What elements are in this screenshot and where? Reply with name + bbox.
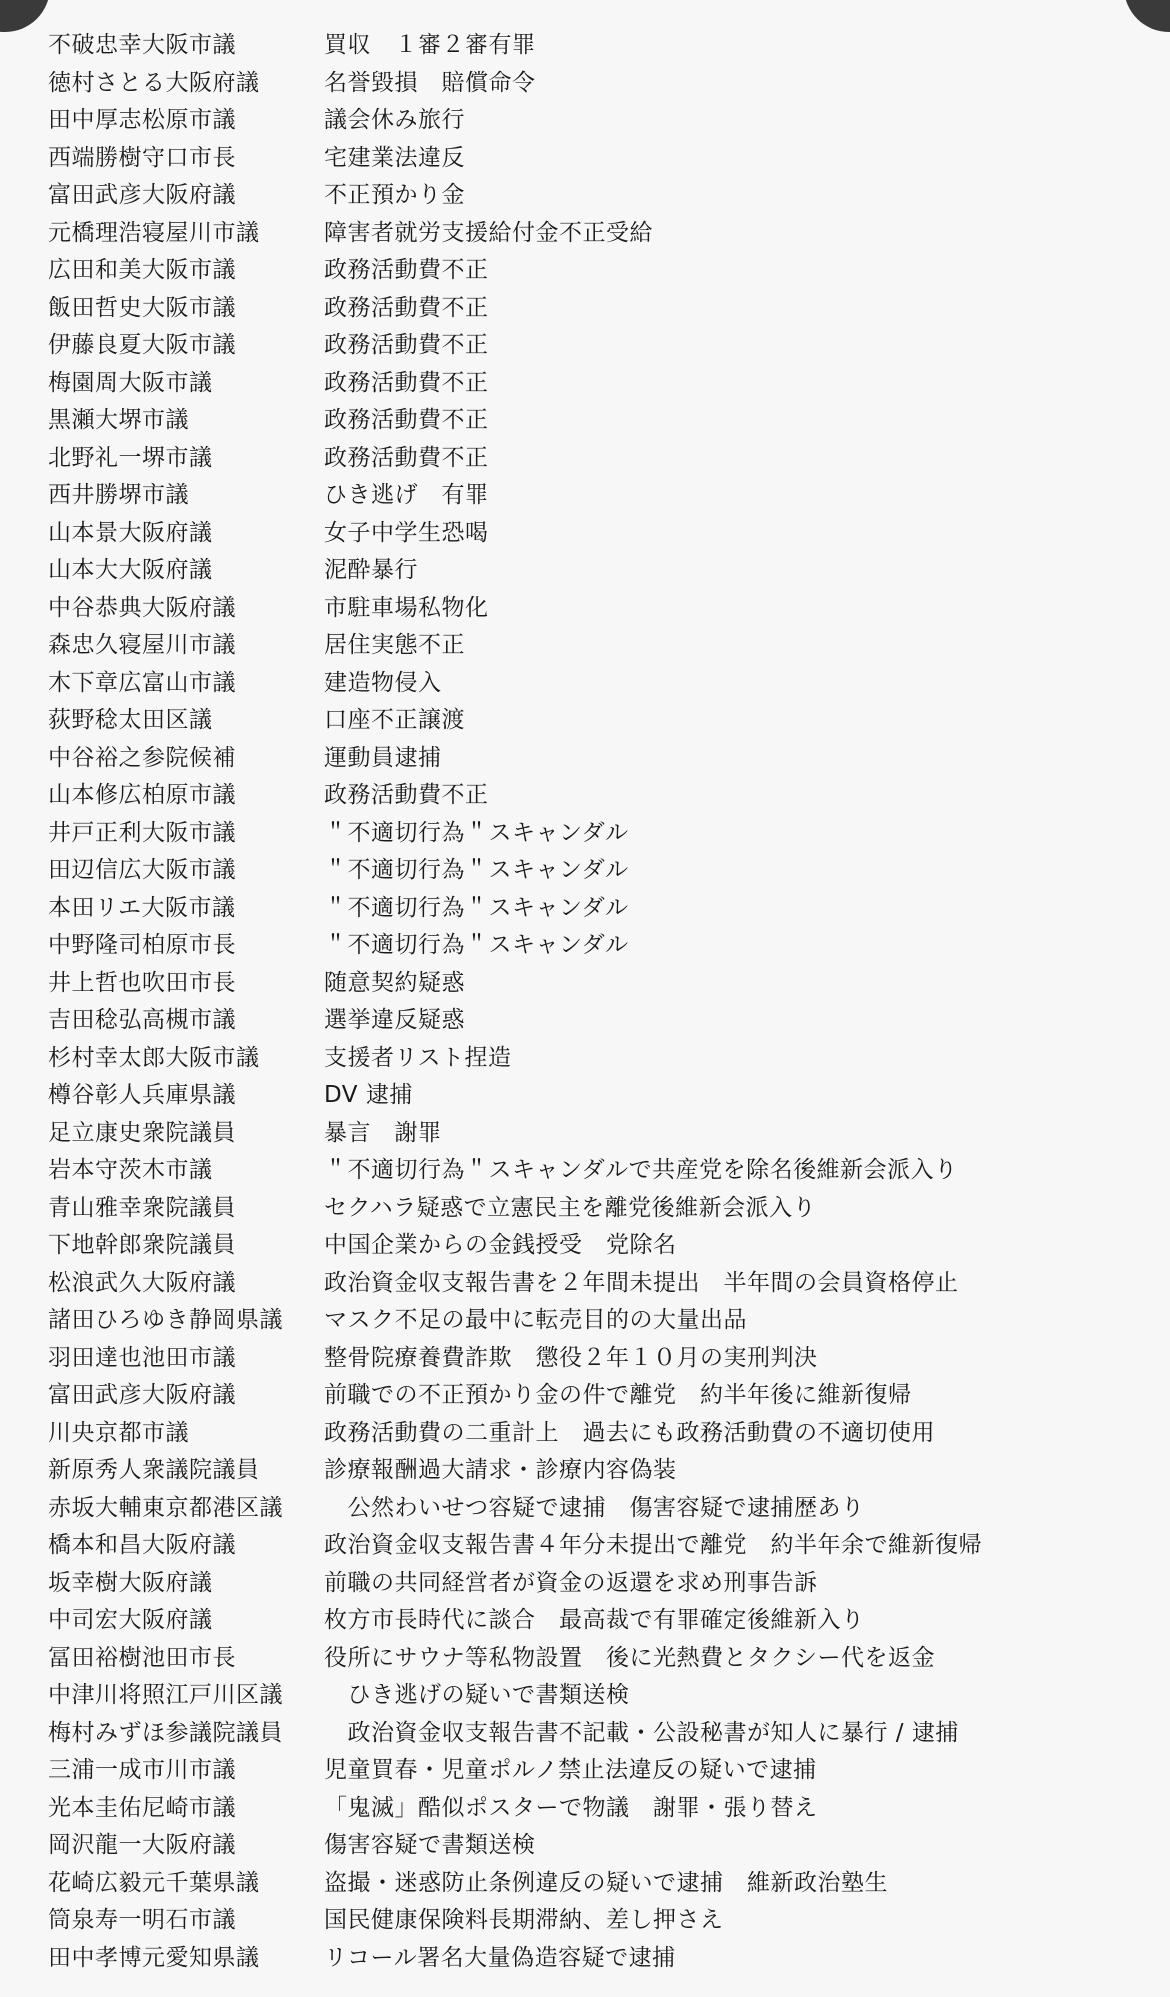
list-item xyxy=(48,587,1148,625)
offense-text: 泥酔暴行 xyxy=(324,557,418,584)
list-item xyxy=(48,474,1148,512)
offense-text: 前職での不正預かり金の件で離党 約半年後に維新復帰 xyxy=(324,1382,912,1409)
politician-name: 西井勝堺市議 xyxy=(48,482,189,509)
list-item xyxy=(48,287,1148,325)
list-item xyxy=(48,1262,1148,1300)
offense-text: 役所にサウナ等私物設置 後に光熱費とタクシー代を返金 xyxy=(324,1644,935,1671)
politician-name: 梅園周大阪市議 xyxy=(48,369,213,396)
politician-name: 黒瀬大堺市議 xyxy=(48,407,189,434)
politician-name: 青山雅幸衆院議員 xyxy=(48,1194,236,1221)
offense-text: ＂不適切行為＂スキャンダル xyxy=(324,932,629,959)
offense-text: 随意契約疑惑 xyxy=(324,969,465,996)
politician-name: 三浦一成市川市議 xyxy=(48,1757,236,1784)
offense-text: 政務活動費不正 xyxy=(324,444,489,471)
offense-text: 不正預かり金 xyxy=(324,182,465,209)
politician-name: 下地幹郎衆院議員 xyxy=(48,1232,236,1259)
politician-name: 赤坂大輔東京都港区議 xyxy=(48,1494,283,1521)
list-item xyxy=(48,662,1148,700)
list-item xyxy=(48,362,1148,400)
offense-text: 政務活動費不正 xyxy=(324,369,489,396)
offense-text: 市駐車場私物化 xyxy=(324,594,489,621)
politician-name: 西端勝樹守口市長 xyxy=(48,144,236,171)
list-item xyxy=(48,549,1148,587)
politician-name: 田中孝博元愛知県議 xyxy=(48,1944,260,1971)
offense-text: リコール署名大量偽造容疑で逮捕 xyxy=(324,1944,676,1971)
offense-text: 中国企業からの金銭授受 党除名 xyxy=(324,1232,677,1259)
offense-text: 整骨院療養費詐欺 懲役２年１０月の実刑判決 xyxy=(324,1344,818,1371)
offense-text: ＂不適切行為＂スキャンダル xyxy=(324,819,629,846)
offense-text: 公然わいせつ容疑で逮捕 傷害容疑で逮捕歴あり xyxy=(324,1494,865,1521)
politician-name: 橋本和昌大阪府議 xyxy=(48,1532,236,1559)
offense-text: ＂不適切行為＂スキャンダル xyxy=(324,857,629,884)
offense-text: 支援者リスト捏造 xyxy=(324,1044,512,1071)
list-item xyxy=(48,1824,1148,1862)
offense-text: 政務活動費の二重計上 過去にも政務活動費の不適切使用 xyxy=(324,1419,935,1446)
politician-name: 不破忠幸大阪市議 xyxy=(48,32,236,59)
list-item xyxy=(48,1599,1148,1637)
offense-text: 居住実態不正 xyxy=(324,632,465,659)
politician-name: 松浪武久大阪府議 xyxy=(48,1269,236,1296)
politician-name: 荻野稔太田区議 xyxy=(48,707,213,734)
politician-name: 冨田裕樹池田市長 xyxy=(48,1644,236,1671)
politician-name: 梅村みずほ参議院議員 xyxy=(48,1719,283,1746)
politician-name: 新原秀人衆議院議員 xyxy=(48,1457,260,1484)
politician-name: 諸田ひろゆき静岡県議 xyxy=(48,1307,283,1334)
offense-text: ひき逃げの疑いで書類送検 xyxy=(324,1682,630,1709)
politician-name: 富田武彦大阪府議 xyxy=(48,1382,236,1409)
offense-text: 政治資金収支報告書４年分未提出で離党 約半年余で維新復帰 xyxy=(324,1532,982,1559)
offense-text: 政務活動費不正 xyxy=(324,294,489,321)
list-item xyxy=(48,1299,1148,1337)
politician-name: 井戸正利大阪市議 xyxy=(48,819,236,846)
list-item xyxy=(48,1524,1148,1562)
politician-name: 筒泉寿一明石市議 xyxy=(48,1907,236,1934)
politician-name: 坂幸樹大阪府議 xyxy=(48,1569,213,1596)
offense-text: 名誉毀損 賠償命令 xyxy=(324,69,536,96)
list-item xyxy=(48,1037,1148,1075)
politician-name: 中司宏大阪府議 xyxy=(48,1607,213,1634)
offense-text: 政務活動費不正 xyxy=(324,782,489,809)
politician-name: 杉村幸太郎大阪市議 xyxy=(48,1044,260,1071)
list-item xyxy=(48,174,1148,212)
politician-name: 山本景大阪府議 xyxy=(48,519,213,546)
politician-name: 北野礼一堺市議 xyxy=(48,444,213,471)
politician-name: 山本大大阪府議 xyxy=(48,557,213,584)
list-item xyxy=(48,1224,1148,1262)
offense-text: 障害者就労支援給付金不正受給 xyxy=(324,219,653,246)
offense-text: ＂不適切行為＂スキャンダル xyxy=(324,894,629,921)
offense-text: 盗撮・迷惑防止条例違反の疑いで逮捕 維新政治塾生 xyxy=(324,1869,888,1896)
offense-text: 宅建業法違反 xyxy=(324,144,465,171)
list-item xyxy=(48,774,1148,812)
list-item xyxy=(48,924,1148,962)
offense-text: 買収 １審２審有罪 xyxy=(324,32,536,59)
list-item xyxy=(48,212,1148,250)
politician-name: 山本修広柏原市議 xyxy=(48,782,236,809)
list-item xyxy=(48,249,1148,287)
list-item xyxy=(48,99,1148,137)
offense-text: マスク不足の最中に転売目的の大量出品 xyxy=(324,1307,747,1334)
list-item xyxy=(48,962,1148,1000)
list-item xyxy=(48,137,1148,175)
politician-name: 森忠久寝屋川市議 xyxy=(48,632,236,659)
offense-text: 児童買春・児童ポルノ禁止法違反の疑いで逮捕 xyxy=(324,1757,817,1784)
offense-text: 政務活動費不正 xyxy=(324,257,489,284)
list-item xyxy=(48,737,1148,775)
offense-text: 「鬼滅」酷似ポスターで物議 謝罪・張り替え xyxy=(324,1794,818,1821)
politician-name: 徳村さとる大阪府議 xyxy=(48,69,260,96)
offense-text: 女子中学生恐喝 xyxy=(324,519,489,546)
offense-text: 国民健康保険料長期滞納、差し押さえ xyxy=(324,1907,724,1934)
politician-name: 光本圭佑尼崎市議 xyxy=(48,1794,236,1821)
list-item xyxy=(48,24,1148,62)
politician-name: 中野隆司柏原市長 xyxy=(48,932,236,959)
list-item xyxy=(48,887,1148,925)
politician-name: 田中厚志松原市議 xyxy=(48,107,236,134)
politician-name: 岩本守茨木市議 xyxy=(48,1157,213,1184)
list-item xyxy=(48,1112,1148,1150)
offense-text: 政治資金収支報告書不記載・公設秘書が知人に暴行 / 逮捕 xyxy=(324,1719,959,1746)
offense-text: ひき逃げ 有罪 xyxy=(324,482,489,509)
offense-text: 政務活動費不正 xyxy=(324,407,489,434)
offense-text: ＂不適切行為＂スキャンダルで共産党を除名後維新会派入り xyxy=(324,1157,958,1184)
politician-name: 花崎広毅元千葉県議 xyxy=(48,1869,260,1896)
list-item xyxy=(48,1374,1148,1412)
politician-name: 富田武彦大阪府議 xyxy=(48,182,236,209)
offense-text: 政治資金収支報告書を２年間未提出 半年間の会員資格停止 xyxy=(324,1269,959,1296)
politician-name: 川央京都市議 xyxy=(48,1419,189,1446)
offense-text: 診療報酬過大請求・診療内容偽装 xyxy=(324,1457,677,1484)
offense-text: 運動員逮捕 xyxy=(324,744,442,771)
list-item xyxy=(48,849,1148,887)
offense-text: 政務活動費不正 xyxy=(324,332,489,359)
politician-name: 足立康史衆院議員 xyxy=(48,1119,236,1146)
list-item xyxy=(48,1674,1148,1712)
list-item xyxy=(48,1937,1148,1975)
list-item xyxy=(48,699,1148,737)
list-item xyxy=(48,1074,1148,1112)
list-item xyxy=(48,1562,1148,1600)
list-item xyxy=(48,1637,1148,1675)
politician-name: 中津川将照江戸川区議 xyxy=(48,1682,283,1709)
list-item xyxy=(48,1899,1148,1937)
offense-text: 暴言 謝罪 xyxy=(324,1119,442,1146)
politician-name: 樽谷彰人兵庫県議 xyxy=(48,1082,236,1109)
politician-name: 中谷裕之参院候補 xyxy=(48,744,236,771)
list-item xyxy=(48,1787,1148,1825)
list-item xyxy=(48,62,1148,100)
list-item xyxy=(48,1487,1148,1525)
politician-name: 中谷恭典大阪府議 xyxy=(48,594,236,621)
list-item xyxy=(48,1337,1148,1375)
list-item xyxy=(48,1749,1148,1787)
list-item xyxy=(48,1449,1148,1487)
politician-name: 岡沢龍一大阪府議 xyxy=(48,1832,236,1859)
offense-text: 枚方市長時代に談合 最高裁で有罪確定後維新入り xyxy=(324,1607,865,1634)
offense-text: 傷害容疑で書類送検 xyxy=(324,1832,536,1859)
scandal-list xyxy=(48,24,1148,1974)
list-item xyxy=(48,1412,1148,1450)
offense-text: セクハラ疑惑で立憲民主を離党後維新会派入り xyxy=(324,1194,817,1221)
politician-name: 吉田稔弘高槻市議 xyxy=(48,1007,236,1034)
politician-name: 伊藤良夏大阪市議 xyxy=(48,332,236,359)
list-item xyxy=(48,512,1148,550)
list-item xyxy=(48,999,1148,1037)
list-item xyxy=(48,1187,1148,1225)
offense-text: 選挙違反疑惑 xyxy=(324,1007,465,1034)
politician-name: 広田和美大阪市議 xyxy=(48,257,236,284)
politician-name: 羽田達也池田市議 xyxy=(48,1344,236,1371)
offense-text: DV 逮捕 xyxy=(324,1082,413,1109)
list-item xyxy=(48,324,1148,362)
offense-text: 口座不正譲渡 xyxy=(324,707,465,734)
overlay-button-left[interactable] xyxy=(0,0,50,32)
politician-name: 井上哲也吹田市長 xyxy=(48,969,236,996)
list-item xyxy=(48,1862,1148,1900)
politician-name: 元橋理浩寝屋川市議 xyxy=(48,219,260,246)
list-item xyxy=(48,624,1148,662)
list-item xyxy=(48,1149,1148,1187)
politician-name: 飯田哲史大阪市議 xyxy=(48,294,236,321)
list-item xyxy=(48,812,1148,850)
list-item xyxy=(48,1712,1148,1750)
politician-name: 木下章広富山市議 xyxy=(48,669,236,696)
politician-name: 田辺信広大阪市議 xyxy=(48,857,236,884)
offense-text: 前職の共同経営者が資金の返還を求め刑事告訴 xyxy=(324,1569,818,1596)
politician-name: 本田リエ大阪市議 xyxy=(48,894,236,921)
list-item xyxy=(48,437,1148,475)
list-item xyxy=(48,399,1148,437)
offense-text: 議会休み旅行 xyxy=(324,107,465,134)
offense-text: 建造物侵入 xyxy=(324,669,442,696)
